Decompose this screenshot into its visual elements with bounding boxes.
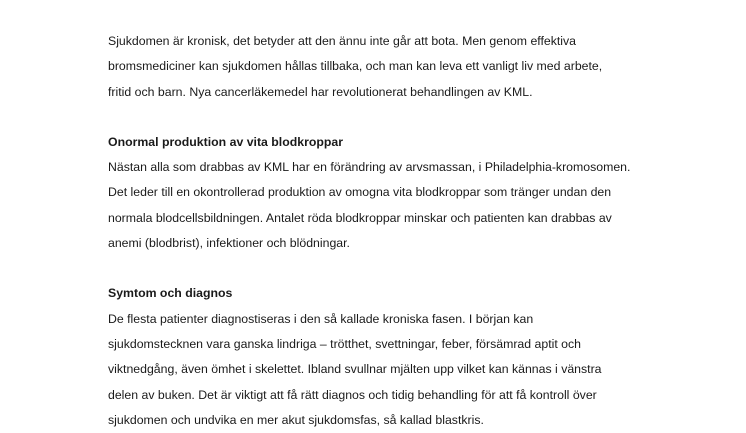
section-heading: Onormal produktion av vita blodkroppar bbox=[108, 134, 344, 149]
section-heading: Symtom och diagnos bbox=[108, 286, 233, 301]
paragraph-line: fritid och barn. Nya cancerläkemedel har revolutionerat behandlingen av KML. bbox=[108, 84, 533, 99]
intro-paragraph bbox=[108, 29, 708, 105]
paragraph-spacer bbox=[108, 105, 708, 130]
paragraph-line: delen av buken. Det är viktigt att få rätt diagnos och tidig behandling för att få kontroll över bbox=[108, 387, 597, 402]
paragraph-line: normala blodcellsbildningen. Antalet röda blodkroppar minskar och patienten kan drabbas av bbox=[108, 210, 612, 225]
paragraph-line: Sjukdomen är kronisk, det betyder att den ännu inte går att bota. Men genom effektiva bbox=[108, 34, 577, 48]
paragraph-line: viktnedgång, även ömhet i skelettet. Ibland svullnar mjälten upp vilket kan kännas i vänstra bbox=[108, 362, 602, 377]
paragraph-line: Det leder till en okontrollerad produktion av omogna vita blodkroppar som tränger undan den bbox=[108, 185, 612, 200]
paragraph-spacer bbox=[108, 256, 708, 281]
section-symptoms bbox=[108, 281, 708, 433]
paragraph-line: sjukdomstecknen vara ganska lindriga – trötthet, svettningar, feber, försämrad aptit och bbox=[108, 336, 582, 351]
paragraph-line: Nästan alla som drabbas av KML har en förändring av arvsmassan, i Philadelphia-kromosomen. bbox=[108, 160, 631, 175]
document-page bbox=[108, 29, 708, 433]
paragraph-line: sjukdomen och undvika en mer akut sjukdomsfas, så kallad blastkris. bbox=[108, 412, 484, 427]
paragraph-line: anemi (blodbrist), infektioner och blödningar. bbox=[108, 236, 350, 251]
paragraph-line: bromsmediciner kan sjukdomen hållas tillbaka, och man kan leva ett vanligt liv med arbete, bbox=[108, 59, 603, 74]
paragraph-line: De flesta patienter diagnostiseras i den så kallade kroniska fasen. I början kan bbox=[108, 311, 534, 326]
section-production bbox=[108, 130, 708, 256]
